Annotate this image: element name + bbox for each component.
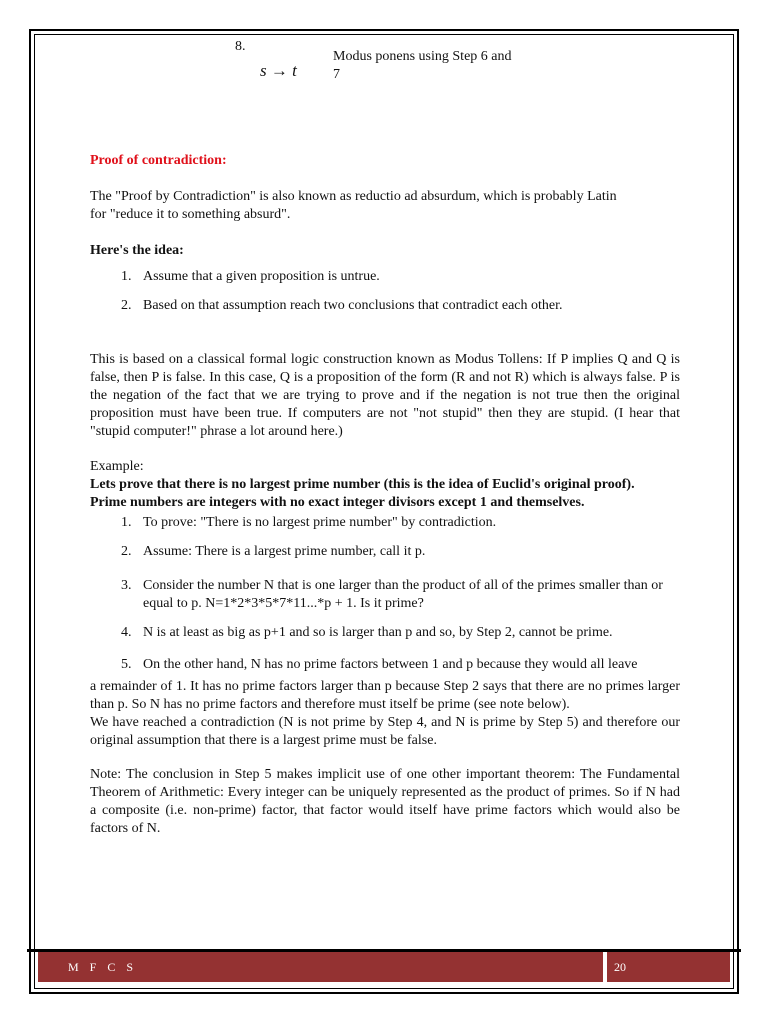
step-reason-line2: 7	[333, 67, 340, 82]
list-item: 1. To prove: "There is no largest prime number" by contradiction.	[135, 514, 680, 532]
step-reason	[333, 48, 512, 84]
list-item: 2. Based on that assumption reach two conclusions that contradict each other.	[135, 297, 680, 315]
list-item: 1. Assume that a given proposition is untrue.	[135, 268, 680, 286]
footer-title: M F C S	[68, 960, 138, 974]
list-item: 5. On the other hand, N has no prime factors between 1 and p because they would all leave	[135, 656, 680, 674]
footer-bar-right	[607, 952, 730, 982]
list-item: 3. Consider the number N that is one larger than the product of all of the primes smaller than or equal to p. N=1*2*3*5*7*11...*p + 1. Is it prime?	[135, 577, 680, 613]
step-reason-line1: Modus ponens using Step 6 and	[333, 49, 512, 64]
idea-heading: Here's the idea:	[90, 243, 184, 258]
step5-continuation: a remainder of 1. It has no prime factors larger than p because Step 2 says that there are no primes larger than p. So N has no prime factors and therefore must itself be prime (see note below).	[90, 679, 680, 712]
list-item: 2. Assume: There is a largest prime number, call it p.	[135, 543, 680, 561]
page-number: 20	[614, 960, 626, 974]
page-content	[90, 38, 680, 838]
example-statement: Lets prove that there is no largest prime number (this is the idea of Euclid's original proof). Prime numbers are integers with no exact integer divisors except 1 and themselves.	[90, 477, 635, 510]
intro-paragraph: The "Proof by Contradiction" is also known as reductio ad absurdum, which is probably Latin for "reduce it to something absurd".	[90, 189, 617, 222]
step-formula: s → t	[260, 61, 297, 80]
footer-bar-left	[38, 952, 603, 982]
example-label: Example:	[90, 459, 144, 474]
example-steps-list	[90, 514, 680, 674]
conclusion-paragraph: We have reached a contradiction (N is not prime by Step 4, and N is prime by Step 5) and therefore our original assumption that there is a largest prime must be false.	[90, 715, 680, 748]
step-number: 8.	[235, 39, 246, 54]
list-item: 4. N is at least as big as p+1 and so is larger than p and so, by Step 2, cannot be prime.	[135, 624, 680, 642]
proof-step-8	[90, 38, 680, 88]
modus-tollens-paragraph: This is based on a classical formal logic construction known as Modus Tollens: If P implies Q and Q is false, then P is false. In this case, Q is a proposition of the form (R and not R) which is always false. P is the negation of the fact that we are trying to prove and if the negation is not true then the original proposition must have been true. If computers are not "not stupid" then they are stupid. (I hear that "stupid computer!" phrase a lot around here.)	[90, 352, 680, 439]
section-heading: Proof of contradiction:	[90, 153, 227, 168]
idea-list	[90, 268, 680, 315]
note-paragraph: Note: The conclusion in Step 5 makes implicit use of one other important theorem: The Fundamental Theorem of Arithmetic: Every integer can be uniquely represented as the product of primes. So if N had a composite (i.e. non-prime) factor, that factor would itself have prime factors which would also be factors of N.	[90, 767, 680, 836]
